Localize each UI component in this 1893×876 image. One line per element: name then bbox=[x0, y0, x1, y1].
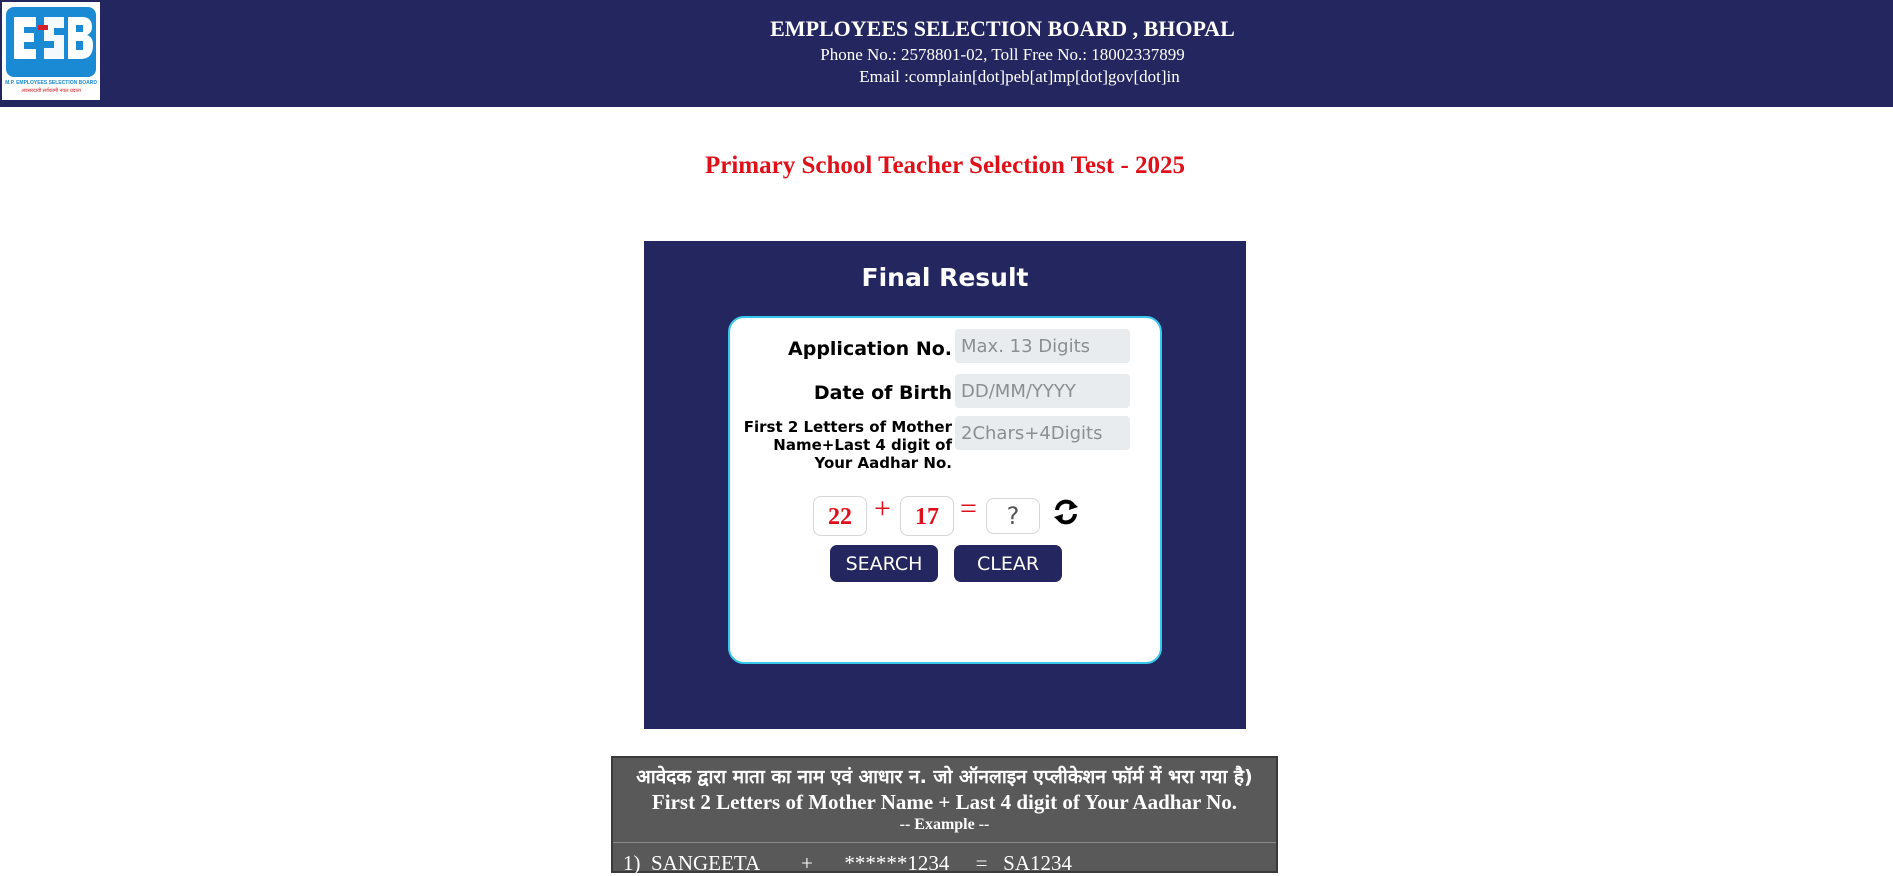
board-phone: Phone No.: 2578801-02, Toll Free No.: 18002337899 bbox=[820, 45, 1185, 64]
help-example-heading: -- Example -- bbox=[899, 816, 990, 833]
search-button[interactable]: SEARCH bbox=[830, 545, 938, 582]
logo-tagline: M.P. EMPLOYEES SELECTION BOARD bbox=[5, 80, 97, 86]
exam-title: Primary School Teacher Selection Test - 2025 bbox=[704, 152, 1186, 179]
help-divider bbox=[613, 842, 1276, 843]
search-form bbox=[728, 316, 1162, 664]
site-header bbox=[0, 0, 1893, 107]
captcha-operand-b: 17 bbox=[900, 496, 954, 536]
panel-title: Final Result bbox=[861, 263, 1029, 292]
dob-input[interactable] bbox=[955, 374, 1130, 408]
header-info bbox=[600, 14, 1405, 88]
dob-label: Date of Birth bbox=[813, 382, 952, 404]
board-title: EMPLOYEES SELECTION BOARD , BHOPAL bbox=[770, 16, 1235, 41]
refresh-icon[interactable] bbox=[1052, 498, 1080, 526]
help-hindi-text: आवेदक द्वारा माता का नाम एवं आधार न. जो ऑनलाइन एप्लीकेशन फॉर्म में भरा गया है) bbox=[636, 766, 1253, 788]
captcha-operand-a: 22 bbox=[813, 496, 867, 536]
help-box bbox=[611, 756, 1278, 873]
help-example-row: 1) SANGEETA + ******1234 = SA1234 bbox=[623, 851, 1073, 875]
captcha-equals: = bbox=[960, 492, 977, 525]
mother-aadhar-label: First 2 Letters of Mother Name+Last 4 digit of Your Aadhar No. bbox=[743, 418, 952, 472]
captcha-plus: + bbox=[874, 492, 891, 525]
captcha-answer-input[interactable] bbox=[986, 498, 1040, 534]
esb-logo-mark bbox=[4, 5, 98, 79]
esb-logo bbox=[2, 2, 100, 100]
application-input[interactable] bbox=[955, 329, 1130, 363]
help-english-text: First 2 Letters of Mother Name + Last 4 digit of Your Aadhar No. bbox=[651, 790, 1238, 814]
board-email: Email :complain[dot]peb[at]mp[dot]gov[dot]in bbox=[859, 67, 1180, 86]
clear-button[interactable]: CLEAR bbox=[954, 545, 1062, 582]
application-label: Application No. bbox=[788, 338, 952, 360]
result-panel bbox=[644, 241, 1246, 729]
mother-aadhar-input[interactable] bbox=[955, 416, 1130, 450]
logo-motto: अवसरदायी सर्वकामी नवल प्रदाता bbox=[21, 88, 81, 94]
